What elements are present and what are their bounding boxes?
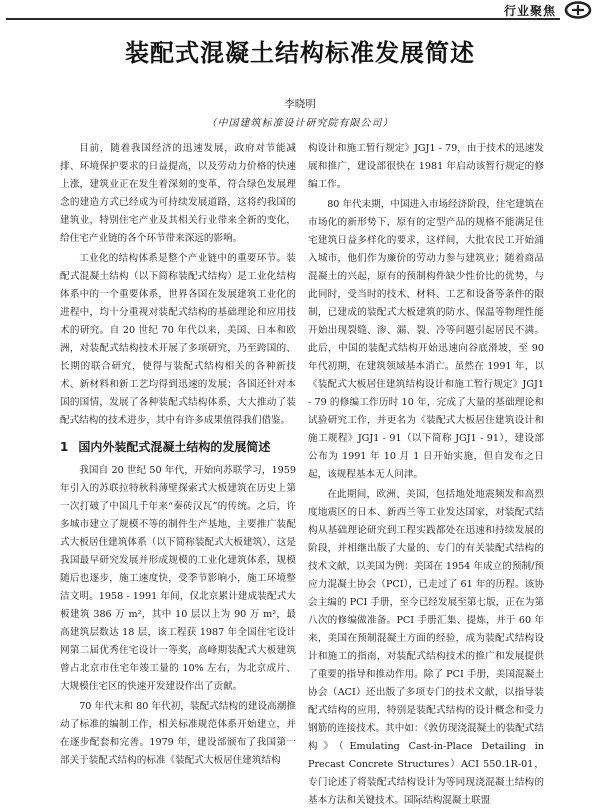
left-column — [60, 140, 296, 772]
right-column — [308, 140, 544, 812]
body-paragraph: 80 年代末期，中国进入市场经济阶段，住宅建筑在市场化的新形势下，原有的定型产品的规格不能满足住宅建筑日益多样化的要求，这样间，大批农民工开始涌入城市，他们作为廉价的劳动力参与建筑业；随着商品混凝土的兴起，原有的预制构件缺少性价比的优势，与此同时，受当时的技术、材料、工艺和设备等条件的限制，已建成的装配式大板建筑的防水、保温等物理性能开始出现裂缝、渗、漏、裂、冷等问题引起居民不满。此后，中国的装配式结构开始迅速向谷底滑坡，至 90 年代初期，在建筑领域基本消亡。虽然在 1991 年，以《装配式大板居住建筑结构设计和施工暂行规定》JGJ1 - 79 的修编工作历时 10 年，完成了大量的基础理论和试验研究工作，并更名为《装配式大板居住建筑设计和施工规程》JGJ1 - 91（以下简称 JGJ1 - 91），建设部公布为 1991 年 10 月 1 日开始实施，但自发布之日起，该规程基本无人问津。 — [308, 199, 544, 480]
author-affiliation: （中国建筑标准设计研究院有限公司） — [206, 118, 394, 129]
section-number: 1 — [60, 440, 69, 454]
page-header — [0, 0, 600, 22]
article-title: 装配式混凝土结构标准发展简述 — [125, 39, 475, 67]
section-label: 行业聚焦 — [503, 4, 556, 18]
magazine-logo-icon — [564, 1, 592, 19]
body-paragraph: 我国自 20 世纪 50 年代，开始向苏联学习，1959 年引入的苏联拉特秋科薄壁探索式大板建筑在历史上第一次打破了中国几千年来“秦砖汉瓦”的传统。之后，许多城市建立了规模不等的制件生产基地，主要推广装配式大板居住建筑体系（以下简称装配式大板建筑），这是我国最早研究发展并形成规模的工业化建筑体系，规模随后也逐步，施工速度快，受季节影响小，施工环境整洁文明。1958 - 1991 年间，仅北京累计建成装配式大板建筑 386 万 m²，其中 10 层以上为 90 万 m²，最高建筑层数达 18 层，该工程获 1987 年全国住宅设计网第二届优秀住宅设计一等奖，高峰期装配式大板建筑曾占北京市住宅年竣工量的 10% 左右，为北京成片、大规模住宅区的快速开发建设作出了贡献。 — [60, 465, 296, 692]
intro-paragraph: 目前，随着我国经济的迅速发展，政府对节能减排、环境保护要求的日益提高，以及劳动力价格的快速上涨，建筑业正在发生着深刻的变革，符合绿色发展理念的建造方式已经成为可持续发展道路，这将约我国的建筑业，特别住宅产业及其相关行业带来全新的变化，给住宅产业链的各个环节带来深远的影响。 — [60, 143, 296, 244]
body-paragraph: 在此期间，欧洲、美国，包括地处地震频发和高烈度地震区的日本、新西兰等工业发达国家，对装配式结构从基础理论研究到工程实践都处在迅速和持续发展的阶段，并相继出版了大量的、专门的有关装配式结构的技术文献，以美国为例：美国在 1954 年成立的预制/预应力混凝土协会（PCI），已走过了 61 年的历程。该协会主编的 PCI 手册，至今已经发展至第七版，正在为第八次的修编做准备。PCI 手册汇集、提炼，并于 60 年来，美国在预制混凝土方面的经验，成为装配式结构设计和施工的指南，对装配式结构技术的推广和发展提供了重要的指导和推动作用。除了 PCI 手册，美国混凝土协会（ACI）还出版了多项专门的技术文献，以指导装配式结构的应用，特别是装配式结构的设计概念和受力钢筋的连接技术。其中如：《敦仿现浇混凝土的装配式结构》（Emulating Cast-in-Place Detailing in Precast Concrete Structures）ACI 550.1R-01，专门论述了将装配式结构设计为等同现浇混凝土结构的基本方法和关键技术。国际结构混凝土联盟 — [308, 489, 544, 806]
continued-paragraph: 构设计和施工暂行规定》JGJ1 - 79，由于技术的迅速发展和推广，建设部很快在 1981 年启动该暂行规定的修编工作。 — [308, 143, 544, 190]
section-heading — [60, 438, 296, 456]
section-title: 国内外装配式混凝土结构的发展简述 — [78, 440, 271, 454]
body-paragraph: 70 年代末和 80 年代初，装配式结构的建设高潮推动了标准的编制工作，相关标准规范体系开始建立，并在逐步配套和完善。1979 年，建设部颁布了我国第一部关于装配式结构的标准《装配式大板居住建筑结构 — [60, 701, 296, 766]
body-paragraph: 工业化的结构体系是整个产业链中的重要环节。装配式混凝土结构（以下简称装配式结构）是工业化结构体系中的一个重要体系，世界各国在发展建筑工业化的进程中，均十分重视对装配式结构的基础理论和应用技术的研究。自 20 世纪 70 年代以来，美国、日本和欧洲，对装配式结构技术开展了多项研究，乃至跨国的、长期的联合研究，使得与装配式结构相关的各种新技术、新材料和新工艺均得到迅速的发展；各国还针对本国的国情，发展了各种装配式结构体系，大大推动了装配式结构的技术进步，其中有许多成果值得我们借鉴。 — [60, 253, 296, 426]
header-rule — [6, 18, 560, 20]
article-author: 李晓明 — [284, 98, 316, 110]
